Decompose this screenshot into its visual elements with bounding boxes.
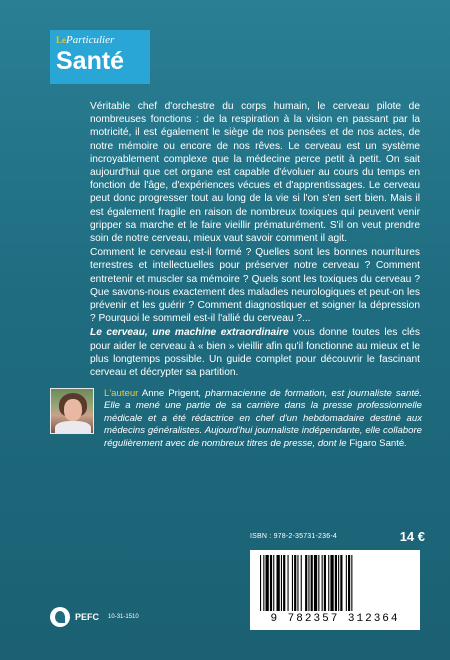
- barcode-bars: [258, 555, 412, 613]
- description-paragraph-3: Le cerveau, une machine extraordinaire vous donne toutes les clés pour aider le cerveau à « bien » vieillir afin qu'il fonctionne au mieux et le plus longtemps possible. Un guide complet pour découvrir le fascinant cerveau et décrypter sa partition.: [90, 327, 420, 379]
- author-label: L'auteur: [104, 388, 139, 399]
- logo-title: Santé: [56, 47, 125, 75]
- author-name: Anne Prigent: [138, 388, 199, 399]
- book-title-mention: Le cerveau, une machine extraordinaire: [90, 327, 289, 339]
- barcode-digits: 9 782357 312364: [270, 613, 400, 625]
- author-bio: L'auteur Anne Prigent, pharmacienne de formation, est journaliste santé. Elle a mené une partie de sa carrière dans la presse professionnelle médicale et a été rédactrice en chef d'un hebdomadaire destiné aux médecins généralistes. Aujourd'hui journaliste indépendante, elle collabore régulièrement avec de nombreux titres de presse, dont le Figaro Santé.: [104, 388, 422, 449]
- pefc-tree-icon: [50, 607, 70, 627]
- pefc-number: 10-31-1510: [108, 614, 139, 620]
- isbn: ISBN : 978-2-35731-236-4: [250, 532, 337, 540]
- isbn-price-row: [250, 527, 425, 545]
- barcode: [250, 550, 420, 630]
- description-paragraph-2: Comment le cerveau est-il formé ? Quelles sont les bonnes nourritures terrestres et intellectuelles pour préserver notre cerveau ? Comment entretenir et muscler sa mémoire ? Quels sont les toxiques du cerveau ? Que savons-nous exactement des maladies neurologiques et peut-on les prévenir et les guérir ? Comment diagnostiquer et soigner la dépression ? Pourquoi le sommeil est-il l'allié du cerveau ?...: [90, 247, 420, 325]
- pefc-certification: [50, 605, 139, 629]
- price: 14 €: [399, 528, 425, 544]
- brand-logo: [50, 30, 150, 84]
- description-paragraph-1: Véritable chef d'orchestre du corps humain, le cerveau pilote de nombreuses fonctions : de la respiration à la vision en passant par la motricité, il est également le siège de nos pensées et de nos actes, de notre mémoire ou encore de nos rêves. Le cerveau est un système incroyablement complexe que la médecine perce petit à petit. On sait aujourd'hui que cet organe est capable d'évoluer au cours du temps en fonction de l'âge, d'expériences vécues et d'apprentissages. Le cerveau peut donc progresser tout au long de la vie si l'on s'en sert bien. Mais il est également fragile en raison de nombreux toxiques qui peuvent venir gripper sa marche et le faire vieillir prématurément. S'il on veut prendre soin de notre cerveau, mieux vaut savoir comment il agit.: [90, 101, 420, 245]
- logo-prefix: LeParticulier: [56, 34, 115, 46]
- publication-name: Figaro Santé: [349, 437, 405, 449]
- book-description: [90, 100, 420, 380]
- pefc-name: PEFC: [75, 612, 100, 622]
- author-photo: [50, 388, 94, 434]
